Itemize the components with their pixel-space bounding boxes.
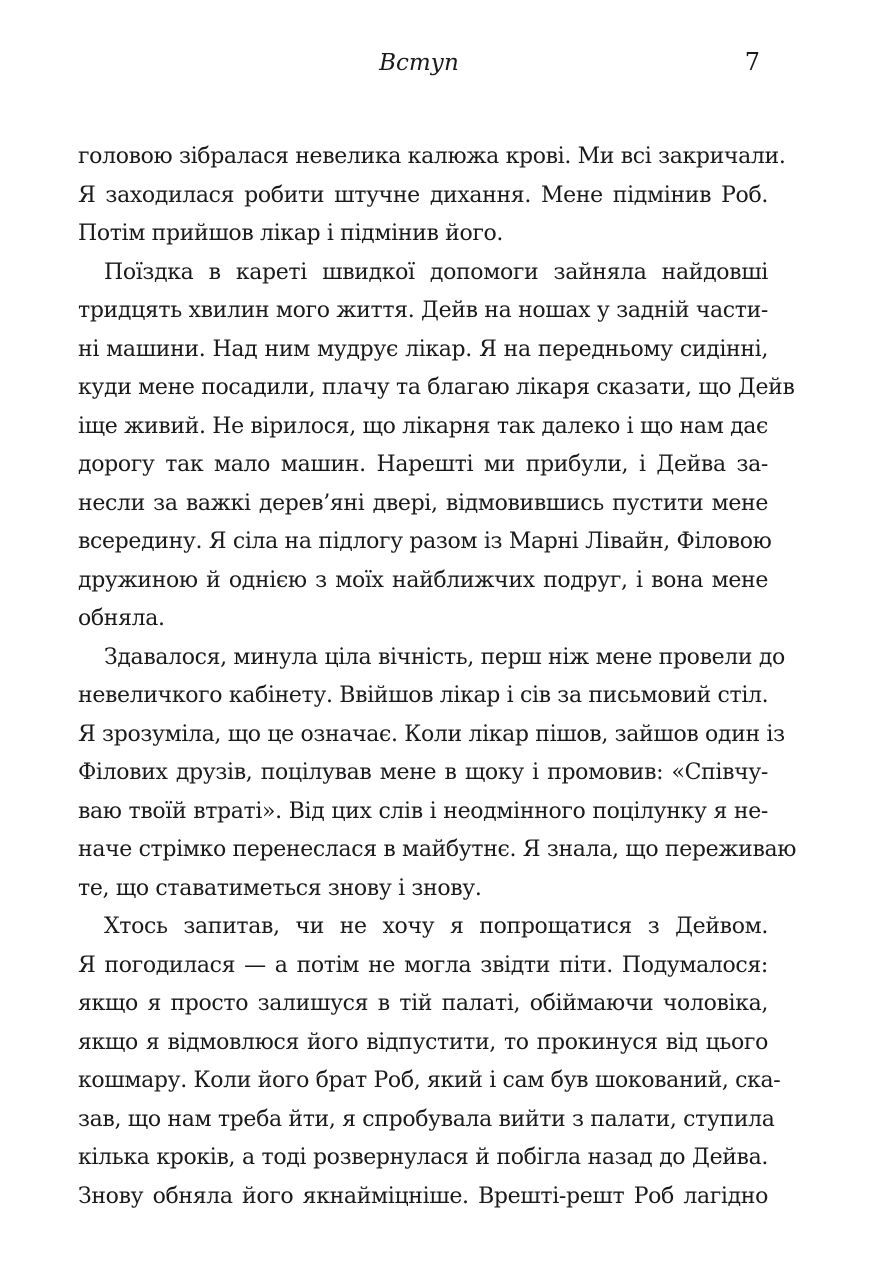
text-line: Поїздка в кареті швидкої допомоги зайняла найдовші [104, 259, 768, 285]
text-line: Потім прийшов лікар і підмінив його. [78, 221, 504, 246]
text-line: ні машини. Над ним мудрує лікар. Я на передньому сидінні, [78, 336, 768, 362]
page-number: 7 [744, 48, 760, 76]
text-line: якщо я відмовлюся його відпустити, то прокинуся від цього [78, 1029, 768, 1055]
text-line: Я заходилася робити штучне дихання. Мене підмінив Роб. [78, 182, 768, 208]
paragraph-1 [78, 138, 786, 254]
text-line: дорогу так мало машин. Нарешті ми прибули, і Дейва за- [78, 452, 768, 477]
text-line: наче стрімко перенеслася в майбутнє. Я знала, що переживаю [78, 837, 797, 862]
text-line: ваю твоїй втраті». Від цих слів і неодмінного поцілунку я не- [78, 798, 768, 824]
text-line: те, що ставатиметься знову і знову. [78, 875, 482, 901]
text-line: Я погодилася — а потім не могла звідти піти. Подумалося: [78, 952, 768, 978]
text-line: несли за важкі дерев’яні двері, відмовившись пустити мене [78, 490, 768, 516]
text-line: куди мене посадили, плачу та благаю лікаря сказати, що Дейв [78, 375, 795, 400]
paragraph-3 [78, 639, 797, 909]
text-line: Здавалося, минула ціла вічність, перш ніж мене провели до [104, 644, 785, 670]
text-line: кошмару. Коли його брат Роб, який і сам був шокований, ска- [78, 1068, 781, 1093]
paragraph-4 [78, 908, 781, 1216]
text-line: обняла. [78, 606, 165, 631]
text-line: іще живий. Не вірилося, що лікарня так далеко і що нам дає [78, 413, 769, 439]
running-title: Вступ [379, 50, 459, 76]
body-text [78, 138, 797, 1216]
paragraph-2 [78, 254, 795, 639]
text-line: Знову обняла його якнайміцніше. Врешті-решт Роб лагідно [78, 1183, 768, 1209]
text-line: кілька кроків, а тоді розвернулася й побігла назад до Дейва. [78, 1145, 768, 1170]
text-line: Філових друзів, поцілував мене в щоку і промовив: «Співчу- [78, 760, 768, 785]
text-line: Я зрозуміла, що це означає. Коли лікар пішов, зайшов один із [78, 721, 785, 747]
text-line: невеличкого кабінету. Ввійшов лікар і сів за письмовий стіл. [78, 683, 769, 708]
text-line: всередину. Я сіла на підлогу разом із Марні Лівайн, Філовою [78, 529, 772, 554]
text-line: головою зібралася невелика калюжа крові. Ми всі закричали. [78, 144, 786, 169]
text-line: якщо я просто залишуся в тій палаті, обіймаючи чоловіка, [78, 991, 768, 1016]
text-line: тридцять хвилин мого життя. Дейв на ношах у задній части- [78, 298, 768, 323]
text-line: зав, що нам треба йти, я спробувала вийти з палати, ступила [78, 1106, 775, 1132]
running-head [0, 46, 874, 82]
text-line: Хтось запитав, чи не хочу я попрощатися з Дейвом. [104, 914, 768, 939]
text-line: дружиною й однією з моїх найближчих подруг, і вона мене [78, 567, 768, 593]
